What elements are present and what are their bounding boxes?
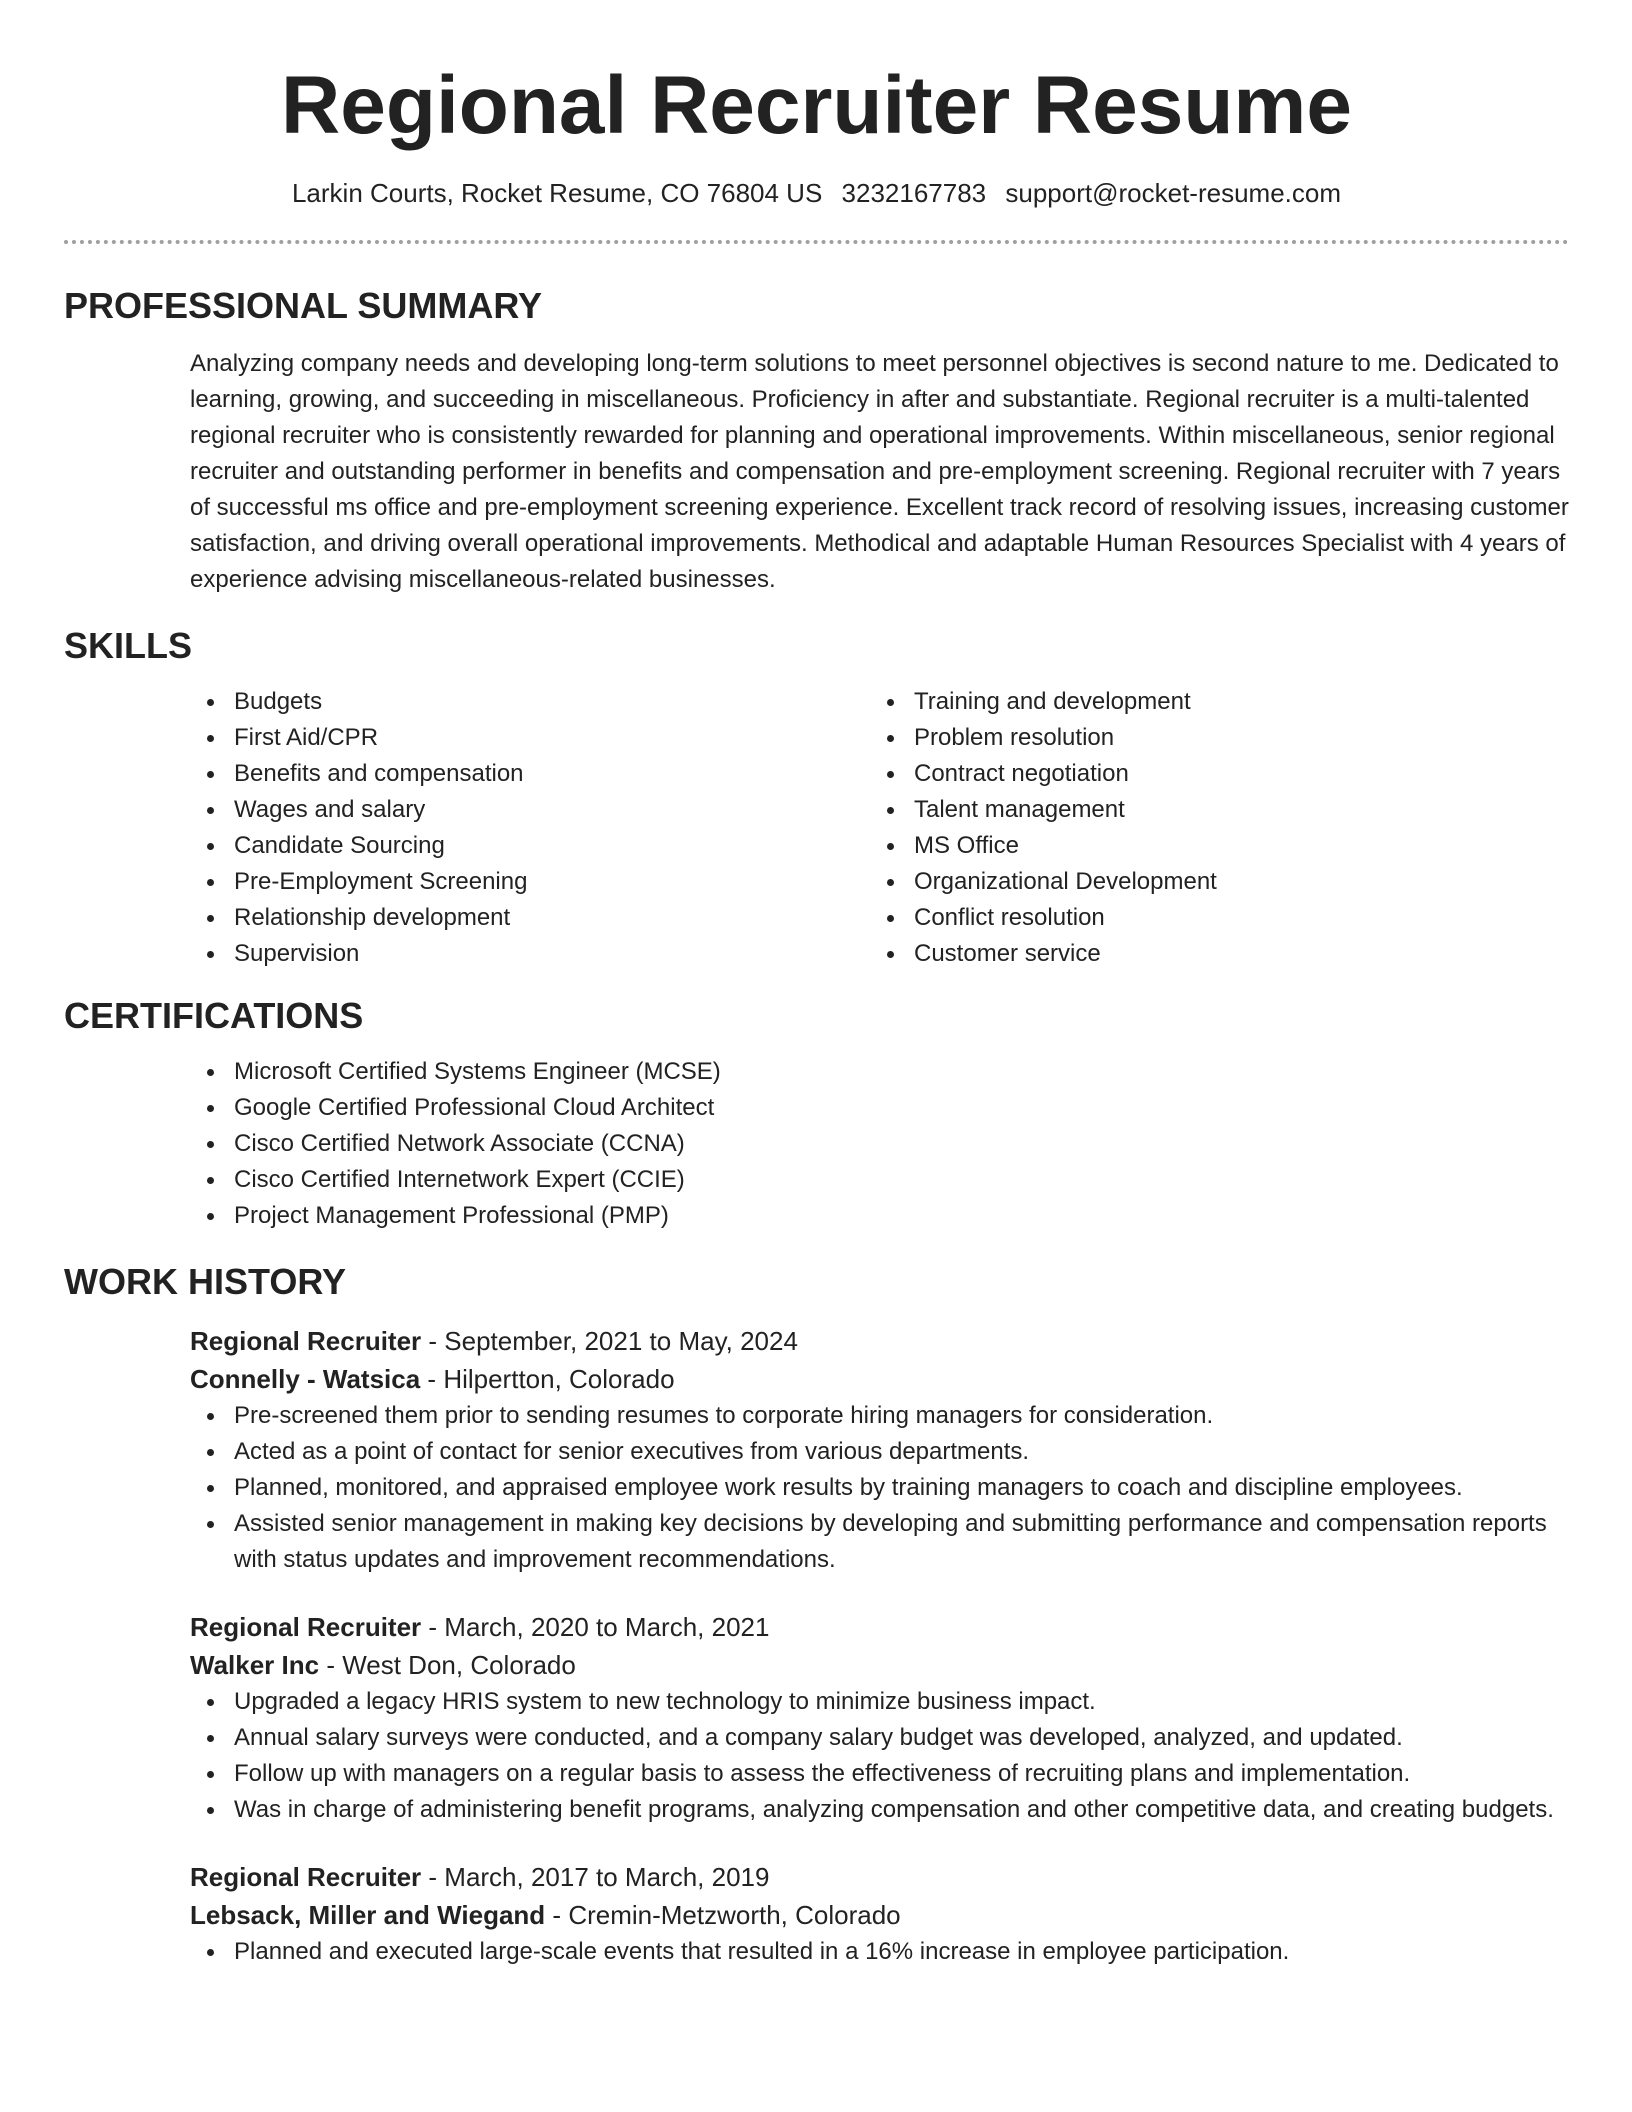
work-history-heading: WORK HISTORY: [64, 1261, 347, 1302]
header-divider: [64, 240, 1569, 244]
job-bullet: Annual salary surveys were conducted, and a company salary budget was developed, analyzed, and updated.: [190, 1720, 1569, 1756]
job-bullet: Assisted senior management in making key decisions by developing and submitting performance and compensation reports with status updates and improvement recommendations.: [190, 1506, 1569, 1578]
certification-item: Google Certified Professional Cloud Architect: [190, 1090, 1569, 1126]
job-title-line: Regional Recruiter - March, 2020 to March, 2021: [190, 1612, 770, 1642]
job-title-line: Regional Recruiter - September, 2021 to May, 2024: [190, 1326, 798, 1356]
job-company-line: Walker Inc - West Don, Colorado: [190, 1650, 576, 1680]
contact-line: [64, 176, 1569, 210]
skill-item: Wages and salary: [190, 792, 870, 828]
job-company-line: Lebsack, Miller and Wiegand - Cremin-Metzworth, Colorado: [190, 1900, 901, 1930]
job-company: Lebsack, Miller and Wiegand: [190, 1900, 546, 1930]
skill-item: Training and development: [870, 684, 1550, 720]
job-dates: September, 2021 to May, 2024: [444, 1326, 798, 1356]
job-title-line: Regional Recruiter - March, 2017 to March, 2019: [190, 1862, 770, 1892]
summary-heading: PROFESSIONAL SUMMARY: [64, 285, 543, 326]
job-entry: [190, 1322, 1569, 1578]
skill-item: First Aid/CPR: [190, 720, 870, 756]
skill-item: Organizational Development: [870, 864, 1550, 900]
skill-item: MS Office: [870, 828, 1550, 864]
skill-item: Problem resolution: [870, 720, 1550, 756]
skill-item: Supervision: [190, 936, 870, 972]
certification-item: Cisco Certified Network Associate (CCNA): [190, 1126, 1569, 1162]
job-location: West Don, Colorado: [342, 1650, 576, 1680]
job-company: Connelly - Watsica: [190, 1364, 421, 1394]
job-title: Regional Recruiter: [190, 1862, 422, 1892]
summary-text: Analyzing company needs and developing long-term solutions to meet personnel objectives is second nature to me. Dedicated to learning, growing, and succeeding in miscellaneous. Proficiency in after and substantiate. Regional recruiter is a multi-talented regional recruiter who is consistently rewarded for planning and operational improvements. Within miscellaneous, senior regional recruiter and outstanding performer in benefits and compensation and pre-employment screening. Regional recruiter with 7 years of successful ms office and pre-employment screening experience. Excellent track record of resolving issues, increasing customer satisfaction, and driving overall operational improvements. Methodical and adaptable Human Resources Specialist with 4 years of experience advising miscellaneous-related businesses.: [190, 350, 1569, 593]
skill-item: Contract negotiation: [870, 756, 1550, 792]
skill-item: Talent management: [870, 792, 1550, 828]
certifications-list: [190, 1054, 1569, 1234]
job-title: Regional Recruiter: [190, 1612, 422, 1642]
skill-item: Conflict resolution: [870, 900, 1550, 936]
job-entry: [190, 1858, 1569, 1970]
job-company: Walker Inc: [190, 1650, 320, 1680]
job-bullet: Upgraded a legacy HRIS system to new technology to minimize business impact.: [190, 1684, 1569, 1720]
skill-item: Customer service: [870, 936, 1550, 972]
job-company-line: Connelly - Watsica - Hilpertton, Colorado: [190, 1364, 675, 1394]
certifications-heading: CERTIFICATIONS: [64, 995, 364, 1036]
job-bullet: Acted as a point of contact for senior executives from various departments.: [190, 1434, 1569, 1470]
job-dates: March, 2017 to March, 2019: [444, 1862, 770, 1892]
skill-item: Relationship development: [190, 900, 870, 936]
certification-item: Microsoft Certified Systems Engineer (MCSE): [190, 1054, 1569, 1090]
job-dates: March, 2020 to March, 2021: [444, 1612, 770, 1642]
skills-column-left: [190, 684, 870, 972]
certification-item: Project Management Professional (PMP): [190, 1198, 1569, 1234]
contact-address: Larkin Courts, Rocket Resume, CO 76804 US: [291, 178, 823, 208]
certification-item: Cisco Certified Internetwork Expert (CCIE): [190, 1162, 1569, 1198]
skill-item: Budgets: [190, 684, 870, 720]
job-bullet: Was in charge of administering benefit programs, analyzing compensation and other competitive data, and creating budgets.: [190, 1792, 1569, 1828]
skill-item: Candidate Sourcing: [190, 828, 870, 864]
skill-item: Benefits and compensation: [190, 756, 870, 792]
contact-phone: 3232167783: [841, 178, 987, 208]
job-entry: [190, 1608, 1569, 1828]
job-bullet: Follow up with managers on a regular basis to assess the effectiveness of recruiting plans and implementation.: [190, 1756, 1569, 1792]
job-location: Cremin-Metzworth, Colorado: [568, 1900, 901, 1930]
job-bullet: Planned, monitored, and appraised employee work results by training managers to coach and discipline employees.: [190, 1470, 1569, 1506]
skills-list: [190, 684, 1569, 972]
skills-heading: SKILLS: [64, 625, 193, 666]
job-location: Hilpertton, Colorado: [443, 1364, 675, 1394]
job-bullet: Planned and executed large-scale events that resulted in a 16% increase in employee participation.: [190, 1934, 1569, 1970]
skills-column-right: [870, 684, 1550, 972]
skill-item: Pre-Employment Screening: [190, 864, 870, 900]
resume-page: [64, 0, 1569, 1970]
job-bullet: Pre-screened them prior to sending resumes to corporate hiring managers for consideration.: [190, 1398, 1569, 1434]
contact-email: support@rocket-resume.com: [1005, 178, 1342, 208]
job-title: Regional Recruiter: [190, 1326, 422, 1356]
resume-title: Regional Recruiter Resume: [281, 60, 1352, 151]
